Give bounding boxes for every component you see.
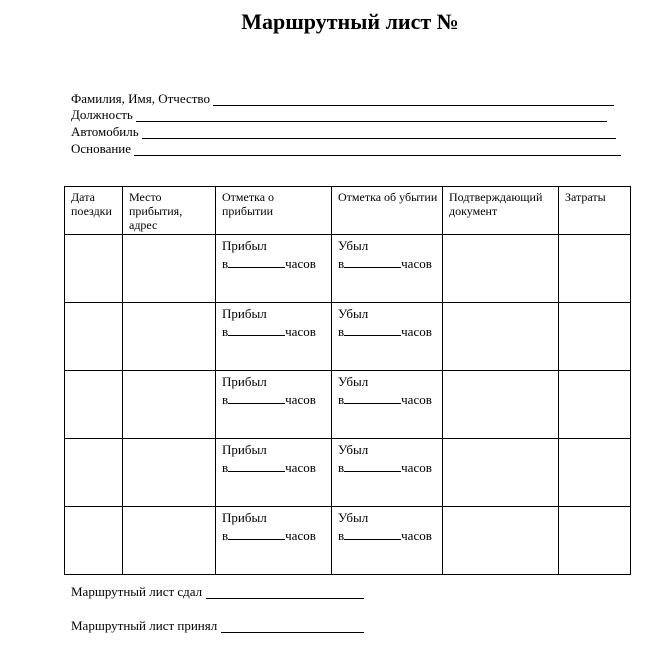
costs-cell[interactable]: [559, 507, 631, 575]
arrival-prefix: Прибыл: [222, 510, 267, 525]
header-date: Дата поездки: [65, 187, 123, 235]
header-costs: Затраты: [559, 187, 631, 235]
header-arrival: Отметка о прибытии: [216, 187, 332, 235]
table-header-row: [65, 187, 631, 235]
arrival-prefix: Прибыл: [222, 442, 267, 457]
place-cell[interactable]: [123, 439, 216, 507]
field-full-name: [71, 90, 614, 106]
departure-prefix: Убыл: [338, 510, 369, 525]
costs-cell[interactable]: [559, 439, 631, 507]
time-blank[interactable]: [228, 393, 285, 404]
time-before: в: [222, 528, 229, 543]
field-label: Основание: [71, 141, 132, 156]
table-row: [65, 303, 631, 371]
time-before: в: [222, 256, 229, 271]
time-after: часов: [401, 256, 432, 271]
date-cell[interactable]: [65, 371, 123, 439]
time-before: в: [338, 392, 345, 407]
time-after: часов: [401, 460, 432, 475]
field-label: Должность: [71, 107, 133, 122]
header-document: Подтверждающий документ: [443, 187, 559, 235]
time-before: в: [338, 324, 345, 339]
date-cell[interactable]: [65, 507, 123, 575]
field-car: [71, 123, 616, 139]
time-after: часов: [285, 392, 316, 407]
basis-line[interactable]: [134, 144, 621, 156]
departure-cell[interactable]: [332, 439, 443, 507]
arrival-cell[interactable]: [216, 371, 332, 439]
time-before: в: [338, 460, 345, 475]
departure-prefix: Убыл: [338, 306, 369, 321]
time-after: часов: [285, 324, 316, 339]
arrival-prefix: Прибыл: [222, 238, 267, 253]
table-row: [65, 507, 631, 575]
place-cell[interactable]: [123, 507, 216, 575]
field-label: Автомобиль: [71, 124, 139, 139]
document-cell[interactable]: [443, 371, 559, 439]
departure-cell[interactable]: [332, 235, 443, 303]
table-row: [65, 371, 631, 439]
field-basis: [71, 140, 621, 156]
time-before: в: [338, 528, 345, 543]
footer-submitted: [71, 584, 364, 599]
submitted-label: Маршрутный лист сдал: [71, 584, 203, 599]
place-cell[interactable]: [123, 235, 216, 303]
document-cell[interactable]: [443, 507, 559, 575]
car-line[interactable]: [142, 127, 616, 139]
document-cell[interactable]: [443, 303, 559, 371]
field-position: [71, 106, 607, 122]
arrival-cell[interactable]: [216, 439, 332, 507]
footer-accepted: [71, 618, 364, 633]
table-row: [65, 439, 631, 507]
time-blank[interactable]: [344, 529, 401, 540]
field-label: Фамилия, Имя, Отчество: [71, 91, 210, 106]
place-cell[interactable]: [123, 303, 216, 371]
document-title: Маршрутный лист №: [241, 9, 459, 34]
time-after: часов: [285, 460, 316, 475]
time-blank[interactable]: [344, 257, 401, 268]
table-row: [65, 235, 631, 303]
departure-prefix: Убыл: [338, 442, 369, 457]
time-blank[interactable]: [228, 529, 285, 540]
costs-cell[interactable]: [559, 235, 631, 303]
time-before: в: [222, 392, 229, 407]
document-cell[interactable]: [443, 235, 559, 303]
departure-cell[interactable]: [332, 507, 443, 575]
time-after: часов: [401, 324, 432, 339]
costs-cell[interactable]: [559, 303, 631, 371]
departure-prefix: Убыл: [338, 374, 369, 389]
document-cell[interactable]: [443, 439, 559, 507]
time-after: часов: [285, 256, 316, 271]
accepted-signature-line[interactable]: [221, 621, 364, 633]
time-before: в: [222, 460, 229, 475]
time-after: часов: [401, 392, 432, 407]
time-blank[interactable]: [344, 461, 401, 472]
arrival-cell[interactable]: [216, 507, 332, 575]
time-blank[interactable]: [344, 393, 401, 404]
time-after: часов: [401, 528, 432, 543]
time-blank[interactable]: [228, 461, 285, 472]
date-cell[interactable]: [65, 439, 123, 507]
arrival-prefix: Прибыл: [222, 306, 267, 321]
arrival-cell[interactable]: [216, 303, 332, 371]
time-after: часов: [285, 528, 316, 543]
accepted-label: Маршрутный лист принял: [71, 618, 218, 633]
position-line[interactable]: [136, 110, 607, 122]
route-table: [64, 186, 631, 575]
place-cell[interactable]: [123, 371, 216, 439]
header-departure: Отметка об убытии: [332, 187, 443, 235]
date-cell[interactable]: [65, 303, 123, 371]
time-blank[interactable]: [344, 325, 401, 336]
time-blank[interactable]: [228, 325, 285, 336]
arrival-cell[interactable]: [216, 235, 332, 303]
departure-prefix: Убыл: [338, 238, 369, 253]
time-before: в: [222, 324, 229, 339]
submitted-signature-line[interactable]: [206, 587, 364, 599]
costs-cell[interactable]: [559, 371, 631, 439]
arrival-prefix: Прибыл: [222, 374, 267, 389]
date-cell[interactable]: [65, 235, 123, 303]
time-blank[interactable]: [228, 257, 285, 268]
header-place: Место прибытия, адрес: [123, 187, 216, 235]
full-name-line[interactable]: [213, 94, 614, 106]
time-before: в: [338, 256, 345, 271]
departure-cell[interactable]: [332, 371, 443, 439]
departure-cell[interactable]: [332, 303, 443, 371]
